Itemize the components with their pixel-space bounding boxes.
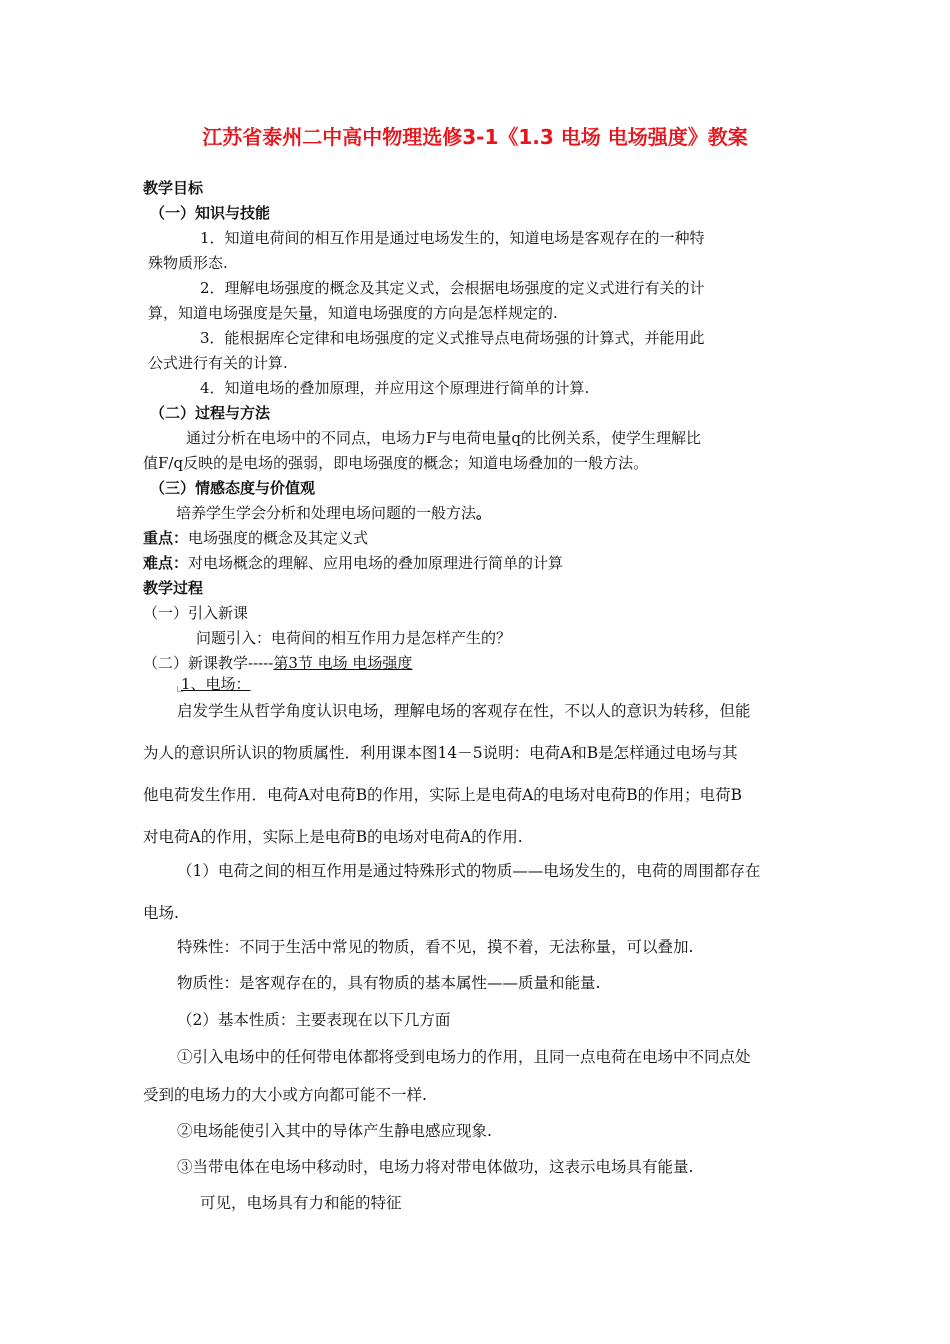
body-line-3: 他电荷发生作用．电荷A对电荷B的作用，实际上是电荷A的电场对电荷B的作用；电荷B	[143, 786, 743, 804]
new-lesson-prefix: （二）新课教学-----	[143, 654, 274, 672]
process-heading: 教学过程	[143, 579, 204, 597]
conclusion: 可见，电场具有力和能的特征	[200, 1194, 402, 1212]
process-method-line-1: 通过分析在电场中的不同点，电场力F与电荷电量q的比例关系，使学生理解比	[186, 429, 702, 447]
body-line-2: 为人的意识所认识的物质属性．利用课本图14－5说明：电荷A和B是怎样通过电场与其	[143, 744, 738, 762]
item-2: （2）基本性质：主要表现在以下几方面	[177, 1011, 451, 1029]
difficulty-line	[143, 553, 563, 573]
attitude-period: 。	[476, 504, 492, 522]
key-point-line	[143, 528, 368, 548]
objectives-heading: 教学目标	[143, 179, 204, 197]
body-line-4: 对电荷A的作用，实际上是电荷B的电场对电荷A的作用.	[143, 828, 523, 846]
special-property: 特殊性：不同于生活中常见的物质，看不见，摸不着，无法称量，可以叠加.	[177, 938, 694, 956]
material-property: 物质性：是客观存在的，具有物质的基本属性——质量和能量.	[177, 974, 601, 992]
item-1-line-1: （1）电荷之间的相互作用是通过特殊形式的物质——电场发生的，电荷的周围都存在	[177, 862, 761, 880]
key-point-label: 重点：	[143, 529, 189, 547]
objective-4: 4．知道电场的叠加原理，并应用这个原理进行简单的计算.	[200, 379, 590, 397]
difficulty-label: 难点：	[143, 554, 189, 572]
objective-2-line-1: 2．理解电场强度的概念及其定义式，会根据电场强度的定义式进行有关的计	[200, 279, 705, 297]
property-1-line-2: 受到的电场力的大小或方向都可能不一样.	[143, 1086, 427, 1104]
intro-heading: （一）引入新课	[143, 604, 249, 622]
attitude-text: 培养学生学会分析和处理电场问题的一般方法	[176, 504, 477, 522]
process-method-line-2: 值F/q反映的是电场的强弱，即电场强度的概念；知道电场叠加的一般方法。	[143, 454, 649, 472]
objective-1-line-2: 殊物质形态.	[148, 254, 228, 272]
objective-1-line-1: 1．知道电荷间的相互作用是通过电场发生的，知道电场是客观存在的一种特	[200, 229, 705, 247]
objective-3-line-1: 3．能根据库仑定律和电场强度的定义式推导点电荷场强的计算式，并能用此	[200, 329, 705, 347]
property-2: ②电场能使引入其中的导体产生静电感应现象.	[177, 1122, 492, 1140]
property-1-line-1: ①引入电场中的任何带电体都将受到电场力的作用，且同一点电荷在电场中不同点处	[177, 1048, 751, 1066]
section-knowledge-heading: （一）知识与技能	[150, 204, 271, 222]
section-process-heading: （二）过程与方法	[150, 404, 271, 422]
new-lesson-heading	[143, 653, 412, 673]
body-line-1: 启发学生从哲学角度认识电场，理解电场的客观存在性，不以人的意识为转移，但能	[177, 702, 751, 720]
item-1-line-2: 电场.	[143, 904, 179, 922]
attitude-line	[176, 503, 491, 523]
key-point-text: 电场强度的概念及其定义式	[188, 529, 369, 547]
objective-2-line-2: 算，知道电场强度是矢量，知道电场强度的方向是怎样规定的.	[148, 304, 558, 322]
difficulty-text: 对电场概念的理解、应用电场的叠加原理进行简单的计算	[188, 554, 564, 572]
section-attitude-heading: （三）情感态度与价值观	[150, 479, 316, 497]
objective-3-line-2: 公式进行有关的计算.	[148, 354, 288, 372]
lesson-section-link[interactable]: 第3节 电场 电场强度	[273, 654, 413, 672]
subsection-electric-field: 1、电场：	[181, 675, 251, 693]
document-title: 江苏省泰州二中高中物理选修3-1《1.3 电场 电场强度》教案	[202, 125, 748, 149]
intro-question: 问题引入：电荷间的相互作用力是怎样产生的？	[196, 629, 512, 647]
property-3: ③当带电体在电场中移动时，电场力将对带电体做功，这表示电场具有能量.	[177, 1158, 694, 1176]
